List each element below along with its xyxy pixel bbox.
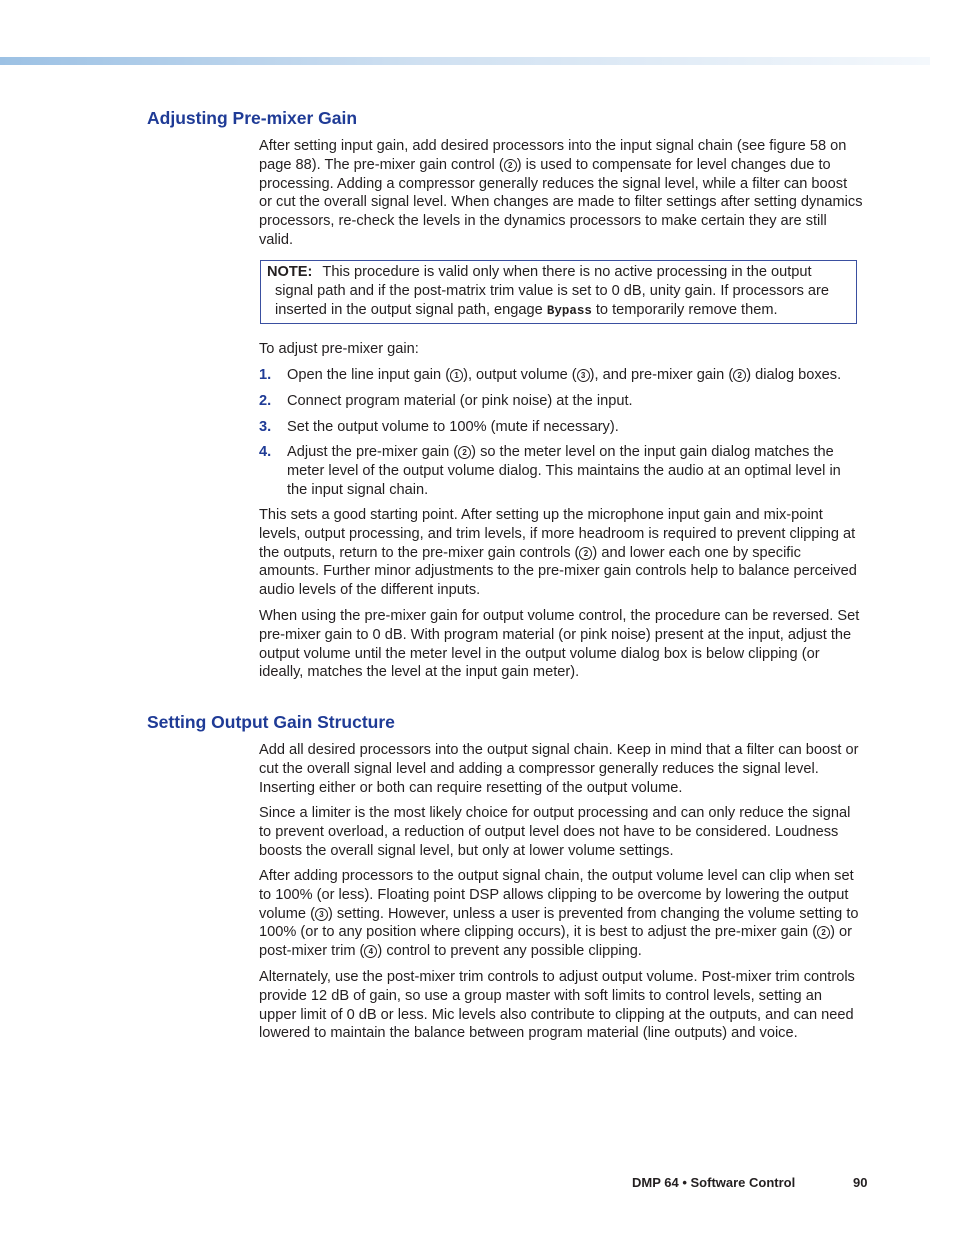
section-heading-pre-mixer-gain: Adjusting Pre-mixer Gain — [147, 108, 358, 128]
text: This sets a good starting point. After setting up the microphone input gain and mix-point levels, output processing, and trim levels, if more headroom is required to prevent clipping at the outputs, return to the pre-mixer gain controls ( — [259, 507, 856, 561]
callout-2-icon: 2 — [458, 446, 471, 459]
paragraph-intro — [259, 137, 863, 250]
step-3 — [259, 418, 863, 437]
step-number: 3. — [259, 419, 272, 435]
paragraph-output-4: Alternately, use the post-mixer trim controls to adjust output volume. Post-mixer trim controls provide 12 dB of gain, so use a group master with soft limits to control levels, setting an upper limit of 0 dB or less. Mic levels also contribute to clipping at the outputs, and can need lowered to maintain the balance between program material (line outputs) and voice. — [259, 969, 855, 1042]
text: ) so the meter level on the input gain dialog matches the meter level of the output volume dialog. This maintains the audio at an optimal level in the input signal chain. — [287, 444, 841, 498]
callout-2-icon: 2 — [817, 926, 830, 939]
text: ), and pre-mixer gain ( — [589, 367, 734, 383]
callout-3-icon: 3 — [315, 908, 328, 921]
note-label: NOTE: — [267, 264, 313, 280]
callout-3-icon: 3 — [577, 369, 590, 382]
paragraph-starting-point — [259, 506, 863, 600]
step-4 — [259, 443, 863, 499]
text: Open the line input gain ( — [287, 367, 451, 383]
step-number: 4. — [259, 444, 272, 460]
step-text — [287, 366, 863, 385]
callout-2-icon: 2 — [579, 547, 592, 560]
text: ), output volume ( — [463, 367, 577, 383]
callout-2-icon: 2 — [504, 159, 517, 172]
section-heading-output-gain: Setting Output Gain Structure — [147, 712, 395, 732]
step-2 — [259, 392, 863, 411]
step-text — [287, 443, 863, 499]
paragraph-output-2: Since a limiter is the most likely choice for output processing and can only reduce the signal to prevent overload, a reduction of output level does not have to be considered. Loudness boosts the overall signal level, but only at lower volume settings. — [259, 805, 851, 859]
step-text: Connect program material (or pink noise) at the input. — [287, 393, 633, 409]
callout-4-icon: 4 — [364, 945, 377, 958]
text: ) control to prevent any possible clipping. — [377, 943, 642, 960]
callout-1-icon: 1 — [450, 369, 463, 382]
paragraph-output-3 — [259, 867, 863, 961]
text: Adjust the pre-mixer gain ( — [287, 444, 459, 460]
footer-page-number: 90 — [853, 1175, 868, 1190]
paragraph-reverse-procedure: When using the pre-mixer gain for output volume control, the procedure can be reversed. Set pre-mixer gain to 0 dB. With program material (or pink noise) present at the input, adjust the output volume until the meter level in the output volume dialog box is below clipping (or ideally, matches the level at the input gain meter). — [259, 608, 860, 681]
procedure-lead: To adjust pre-mixer gain: — [259, 341, 419, 357]
step-number: 2. — [259, 393, 272, 409]
step-text: Set the output volume to 100% (mute if necessary). — [287, 419, 619, 435]
bypass-keyword: Bypass — [546, 304, 592, 318]
text: After setting input gain, add desired processors into the input signal chain (see figure 58 on page 88). The pre-mixer gain control ( — [259, 138, 847, 173]
step-number: 1. — [259, 367, 272, 383]
paragraph-output-1: Add all desired processors into the output signal chain. Keep in mind that a filter can boost or cut the overall signal level and adding a compressor generally reduces the signal level. Inserting either or both can require resetting of the output volume. — [259, 742, 859, 796]
text: ) is used to compensate for level changes due to processing. Adding a compressor generally reduces the signal level, while a filter can boost or cut the overall signal level. When changes are made to filter settings after setting dynamics processors, re-check the levels in the dynamics processors to make certain they are still valid. — [259, 156, 863, 248]
text: After adding processors to the output signal chain, the output volume level can clip when set to 100% (or less). Floating point DSP allows clipping to be overcome by lowering the output volume ( — [259, 868, 854, 922]
note-text-end: to temporarily remove them. — [591, 302, 778, 318]
text: ) or post-mixer trim ( — [259, 924, 852, 960]
note-text: This procedure is valid only when there is no active processing in the output signal path and if the post-matrix trim value is set to 0 dB, unity gain. If processors are inserted in the output signal path, engage — [275, 264, 830, 318]
note-box — [260, 260, 857, 324]
footer-title: DMP 64 • Software Control — [632, 1175, 796, 1190]
header-gradient-bar — [0, 57, 930, 65]
text: ) setting. However, unless a user is prevented from changing the volume setting to 100% (or to any position where clipping occurs), it is best to adjust the pre-mixer gain ( — [259, 905, 859, 941]
text: ) dialog boxes. — [746, 367, 842, 383]
callout-2-icon: 2 — [733, 369, 746, 382]
step-1 — [259, 366, 863, 385]
text: ) and lower each one by specific amounts. Further minor adjustments to the pre-mixer gain controls help to balance perceived audio levels of the different inputs. — [259, 544, 857, 599]
